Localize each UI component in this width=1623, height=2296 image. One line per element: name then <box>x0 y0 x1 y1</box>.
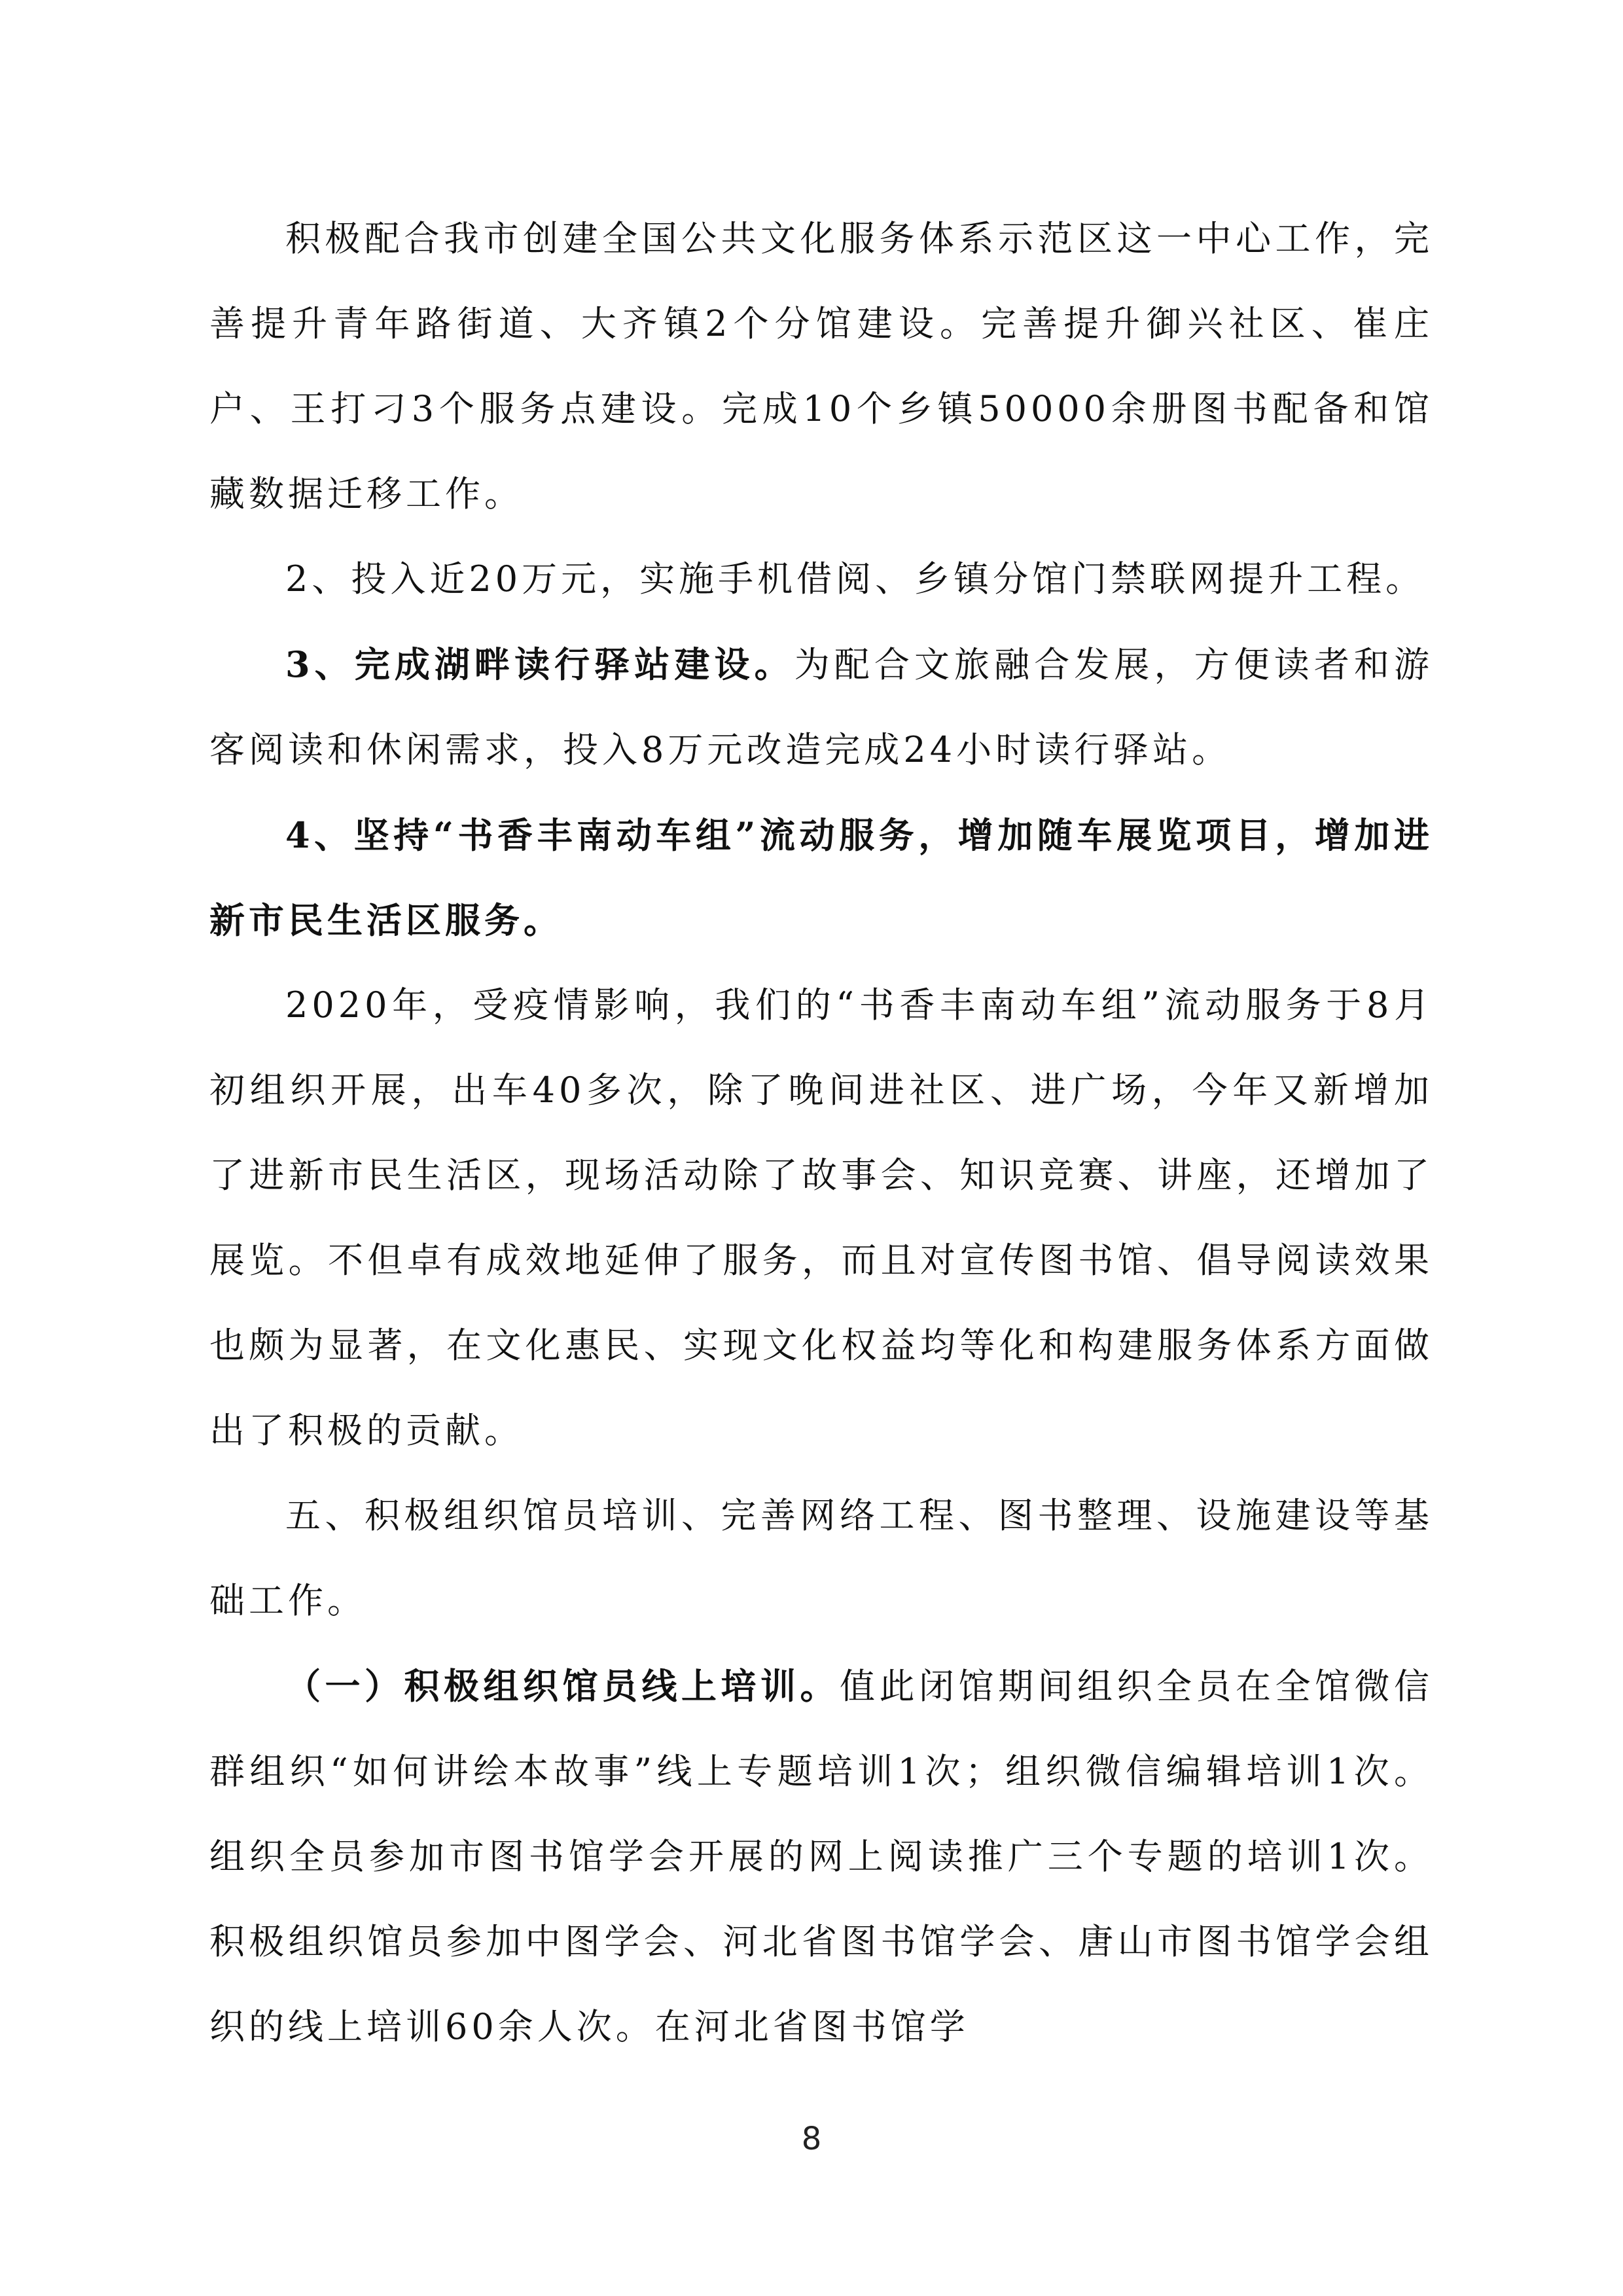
paragraph-service-system: 积极配合我市创建全国公共文化服务体系示范区这一中心工作，完善提升青年路街道、大齐镇2个分馆建设。完善提升御兴社区、崔庄户、王打刁3个服务点建设。完成10个乡镇50000余册图书配备和馆藏数据迁移工作。 <box>209 218 1433 514</box>
section-heading-five: 五、积极组织馆员培训、完善网络工程、图书整理、设施建设等基础工作。 <box>209 1495 1433 1621</box>
paragraph-training-heading: （一）积极组织馆员线上培训。 <box>285 1665 840 1707</box>
paragraph-item-2: 2、投入近20万元，实施手机借阅、乡镇分馆门禁联网提升工程。 <box>285 558 1425 600</box>
page-number: 8 <box>801 2121 822 2157</box>
paragraph-item-3-body: 为配合文旅融合发展，方便读者和游客阅读和休闲需求，投入8万元改造完成24小时读行驿站。 <box>209 644 1433 770</box>
paragraph-item-3 <box>209 622 1433 793</box>
paragraph-item-3-heading: 3、完成湖畔读行驿站建设。 <box>285 643 794 685</box>
paragraph-item-4: 4、坚持“书香丰南动车组”流动服务，增加随车展览项目，增加进新市民生活区服务。 <box>209 814 1433 941</box>
body-text <box>209 196 1433 2070</box>
paragraph-mobile-service: 2020年，受疫情影响，我们的“书香丰南动车组”流动服务于8月初组织开展，出车40多次，除了晚间进社区、进广场，今年又新增加了进新市民生活区，现场活动除了故事会、知识竞赛、讲座，还增加了展览。不但卓有成效地延伸了服务，而且对宣传图书馆、倡导阅读效果也颇为显著，在文化惠民、实现文化权益均等化和构建服务体系方面做出了积极的贡献。 <box>209 984 1433 1451</box>
paragraph-training-body: 值此闭馆期间组织全员在全馆微信群组织“如何讲绘本故事”线上专题培训1次；组织微信编辑培训1次。组织全员参加市图书馆学会开展的网上阅读推广三个专题的培训1次。积极组织馆员参加中图学会、河北省图书馆学会、唐山市图书馆学会组织的线上培训60余人次。在河北省图书馆学 <box>209 1666 1433 2047</box>
paragraph-training <box>209 1643 1433 2070</box>
